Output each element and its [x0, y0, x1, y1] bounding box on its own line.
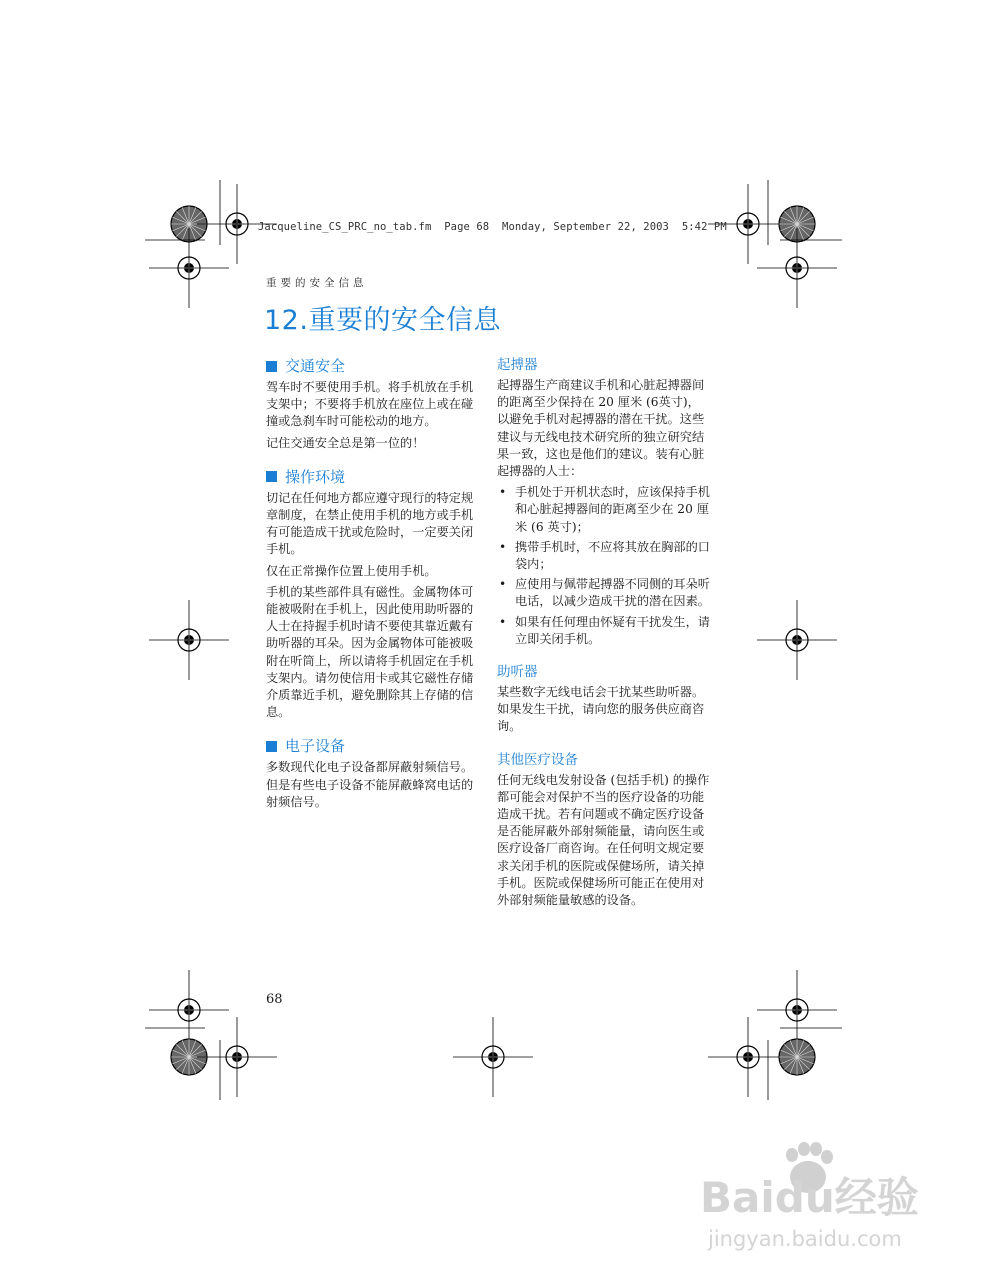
paragraph: 多数现代化电子设备都屏蔽射频信号。但是有些电子设备不能屏蔽蜂窝电话的射频信号。	[266, 760, 474, 809]
paragraph: 切记在任何地方都应遵守现行的特定规章制度，在禁止使用手机的地方或手机有可能造成干扰或危险时，一定要关闭手机。	[266, 490, 474, 557]
paragraph: 起搏器生产商建议手机和心脏起搏器间的距离至少保持在 20 厘米 (6英寸)，以避免手机对起搏器的潜在干扰。这些建议与无线电技术研究所的独立研究结果一致，这也是他们的建议。装有心脏起搏器的人士：	[497, 378, 705, 479]
file-info-line: Jacqueline_CS_PRC_no_tab.fm Page 68 Monday, September 22, 2003 5:42 PM	[258, 221, 727, 233]
square-bullet-icon	[266, 471, 277, 482]
watermark-brand: Baidu经验	[700, 1173, 919, 1222]
watermark-url: jingyan.baidu.com	[708, 1227, 902, 1251]
other-medical-devices-heading: 其他医疗设备	[497, 751, 578, 768]
hearing-aids-heading: 助听器	[497, 664, 538, 681]
traffic-safety-heading-text: 交通安全	[285, 357, 346, 375]
hearing-aids-section	[497, 663, 712, 736]
list-item: • 如果有任何理由怀疑有干扰发生，请立即关闭手机。	[497, 614, 712, 648]
right-column	[497, 356, 712, 924]
paragraph: 记住交通安全总是第一位的！	[266, 435, 425, 450]
paragraph: 仅在正常操作位置上使用手机。	[266, 563, 437, 578]
traffic-safety-heading	[266, 356, 481, 376]
paragraph: 某些数字无线电话会干扰某些助听器。如果发生干扰，请向您的服务供应商咨询。	[497, 685, 705, 734]
paragraph: 驾车时不要使用手机。将手机放在手机支架中；不要将手机放在座位上或在碰撞或急刹车时可能松动的地方。	[266, 380, 474, 429]
pacemaker-heading: 起搏器	[497, 357, 538, 373]
list-item: • 手机处于开机状态时，应该保持手机和心脏起搏器间的距离至少在 20 厘米 (6 英寸)；	[497, 484, 712, 536]
square-bullet-icon	[266, 741, 277, 752]
list-item: • 携带手机时，不应将其放在胸部的口袋内；	[497, 539, 712, 573]
pacemaker-section	[497, 356, 712, 648]
operating-environment-section	[266, 467, 481, 722]
list-item: • 应使用与佩带起搏器不同侧的耳朵听电话，以减少造成干扰的潜在因素。	[497, 576, 712, 610]
electronic-devices-section	[266, 736, 481, 811]
electronic-devices-heading-text: 电子设备	[285, 737, 346, 756]
electronic-devices-heading	[266, 736, 481, 756]
operating-environment-heading-text: 操作环境	[285, 467, 346, 486]
running-head: 重要的安全信息	[266, 277, 368, 289]
other-medical-devices-section	[497, 751, 712, 910]
page-number: 68	[266, 992, 283, 1007]
baidu-watermark	[700, 1135, 940, 1265]
operating-environment-heading	[266, 467, 481, 487]
left-column	[266, 356, 481, 826]
square-bullet-icon	[266, 361, 277, 372]
paragraph: 手机的某些部件具有磁性。金属物体可能被吸附在手机上，因此使用助听器的人士在持握手机时请不要使其靠近戴有助听器的耳朵。因为金属物体可能被吸附在听筒上，所以请将手机固定在手机支架内。请勿使信用卡或其它磁性存储介质靠近手机，避免删除其上存储的信息。	[266, 584, 474, 720]
chapter-title: 12.重要的安全信息	[264, 305, 501, 336]
pacemaker-bullet-list	[497, 484, 712, 648]
paragraph: 任何无线电发射设备 (包括手机) 的操作都可能会对保护不当的医疗设备的功能造成干扰。若有问题或不确定医疗设备是否能屏蔽外部射频能量，请向医生或医疗设备厂商咨询。在任何明文规定要求关闭手机的医院或保健场所，请关掉手机。医院或保健场所可能正在使用对外部射频能量敏感的设备。	[497, 772, 710, 908]
traffic-safety-section	[266, 356, 481, 452]
